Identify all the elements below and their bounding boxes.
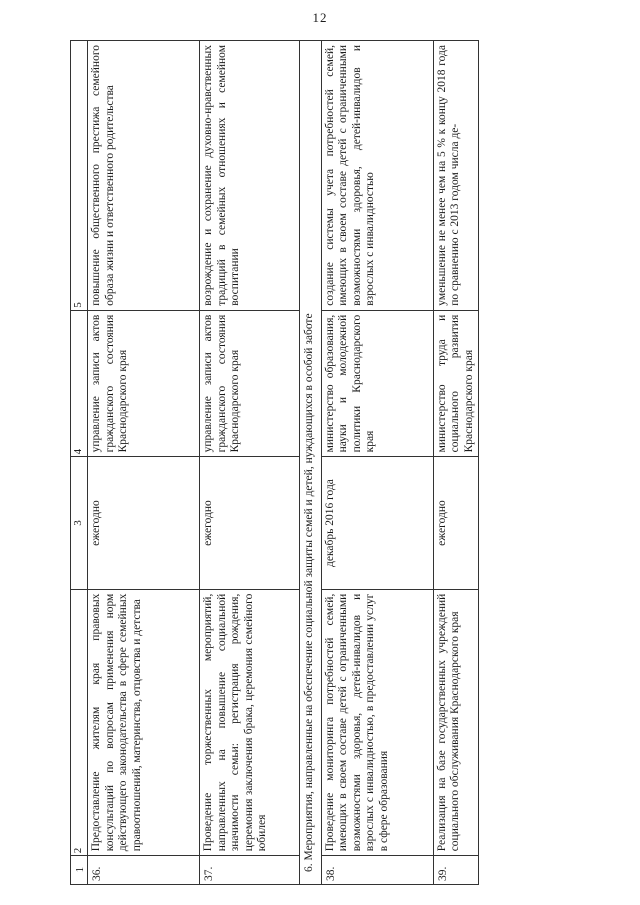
- column-header-3: 3: [71, 457, 88, 589]
- row-result: возрождение и сохранение духовно-нравственных традиций в семейных отношениях и семейном воспитании: [199, 41, 299, 311]
- row-number: 37.: [199, 856, 299, 885]
- row-executor: управление записи актов гражданского состояния Краснодарского края: [199, 310, 299, 457]
- column-header-2: 2: [71, 589, 88, 856]
- row-executor: министерство труда и социального развития Краснодарского края: [433, 310, 479, 457]
- row-action: Проведение мониторинга потребностей семей, имеющих в своем составе детей с ограниченными возможностями здоровья, детей-инвалидов и взрослых с инвалидностью, в предоставлении услуг в сфере образования: [321, 589, 433, 856]
- row-term: декабрь 2016 года: [321, 457, 433, 589]
- section-title: 6. Мероприятия, направленные на обеспечение социальной защиты семей и детей, нуждающихся в особой заботе: [299, 41, 321, 885]
- table-row: [433, 41, 479, 885]
- table-row: [321, 41, 433, 885]
- section-heading-row: [299, 41, 321, 885]
- rotated-table-sheet: [70, 40, 585, 885]
- row-action: Проведение торжественных мероприятий, направленных на повышение социальной значимости семьи: регистрация рождения, церемония заключения брака, церемония семейного юбилея: [199, 589, 299, 856]
- row-number: 39.: [433, 856, 479, 885]
- row-executor: министерство образования, науки и молодежной политики Краснодарского края: [321, 310, 433, 457]
- row-number: 36.: [87, 856, 199, 885]
- column-header-5: 5: [71, 41, 88, 311]
- row-action: Предоставление жителям края правовых консультаций по вопросам применения норм действующего законодательства в сфере семейных правоотношений, материнства, отцовства и детства: [87, 589, 199, 856]
- row-executor: управление записи актов гражданского состояния Краснодарского края: [87, 310, 199, 457]
- row-action: Реализация на базе государственных учреждений социального обслуживания Краснодарского края: [433, 589, 479, 856]
- row-result: повышение общественного престижа семейного образа жизни и ответственного родительства: [87, 41, 199, 311]
- row-term: ежегодно: [87, 457, 199, 589]
- measures-table: [70, 40, 479, 885]
- page-number: 12: [312, 10, 328, 25]
- table-row: [87, 41, 199, 885]
- column-header-1: 1: [71, 856, 88, 885]
- row-result: уменьшение не менее чем на 5 % к концу 2018 года по сравнению с 2013 годом числа де-: [433, 41, 479, 311]
- column-header-4: 4: [71, 310, 88, 457]
- row-term: ежегодно: [199, 457, 299, 589]
- table-row: [199, 41, 299, 885]
- column-number-row: [71, 41, 88, 885]
- row-term: ежегодно: [433, 457, 479, 589]
- row-number: 38.: [321, 856, 433, 885]
- row-result: создание системы учета потребностей семей, имеющих в своем составе детей с ограниченными возможностями здоровья, детей-инвалидов и взрослых с инвалидностью: [321, 41, 433, 311]
